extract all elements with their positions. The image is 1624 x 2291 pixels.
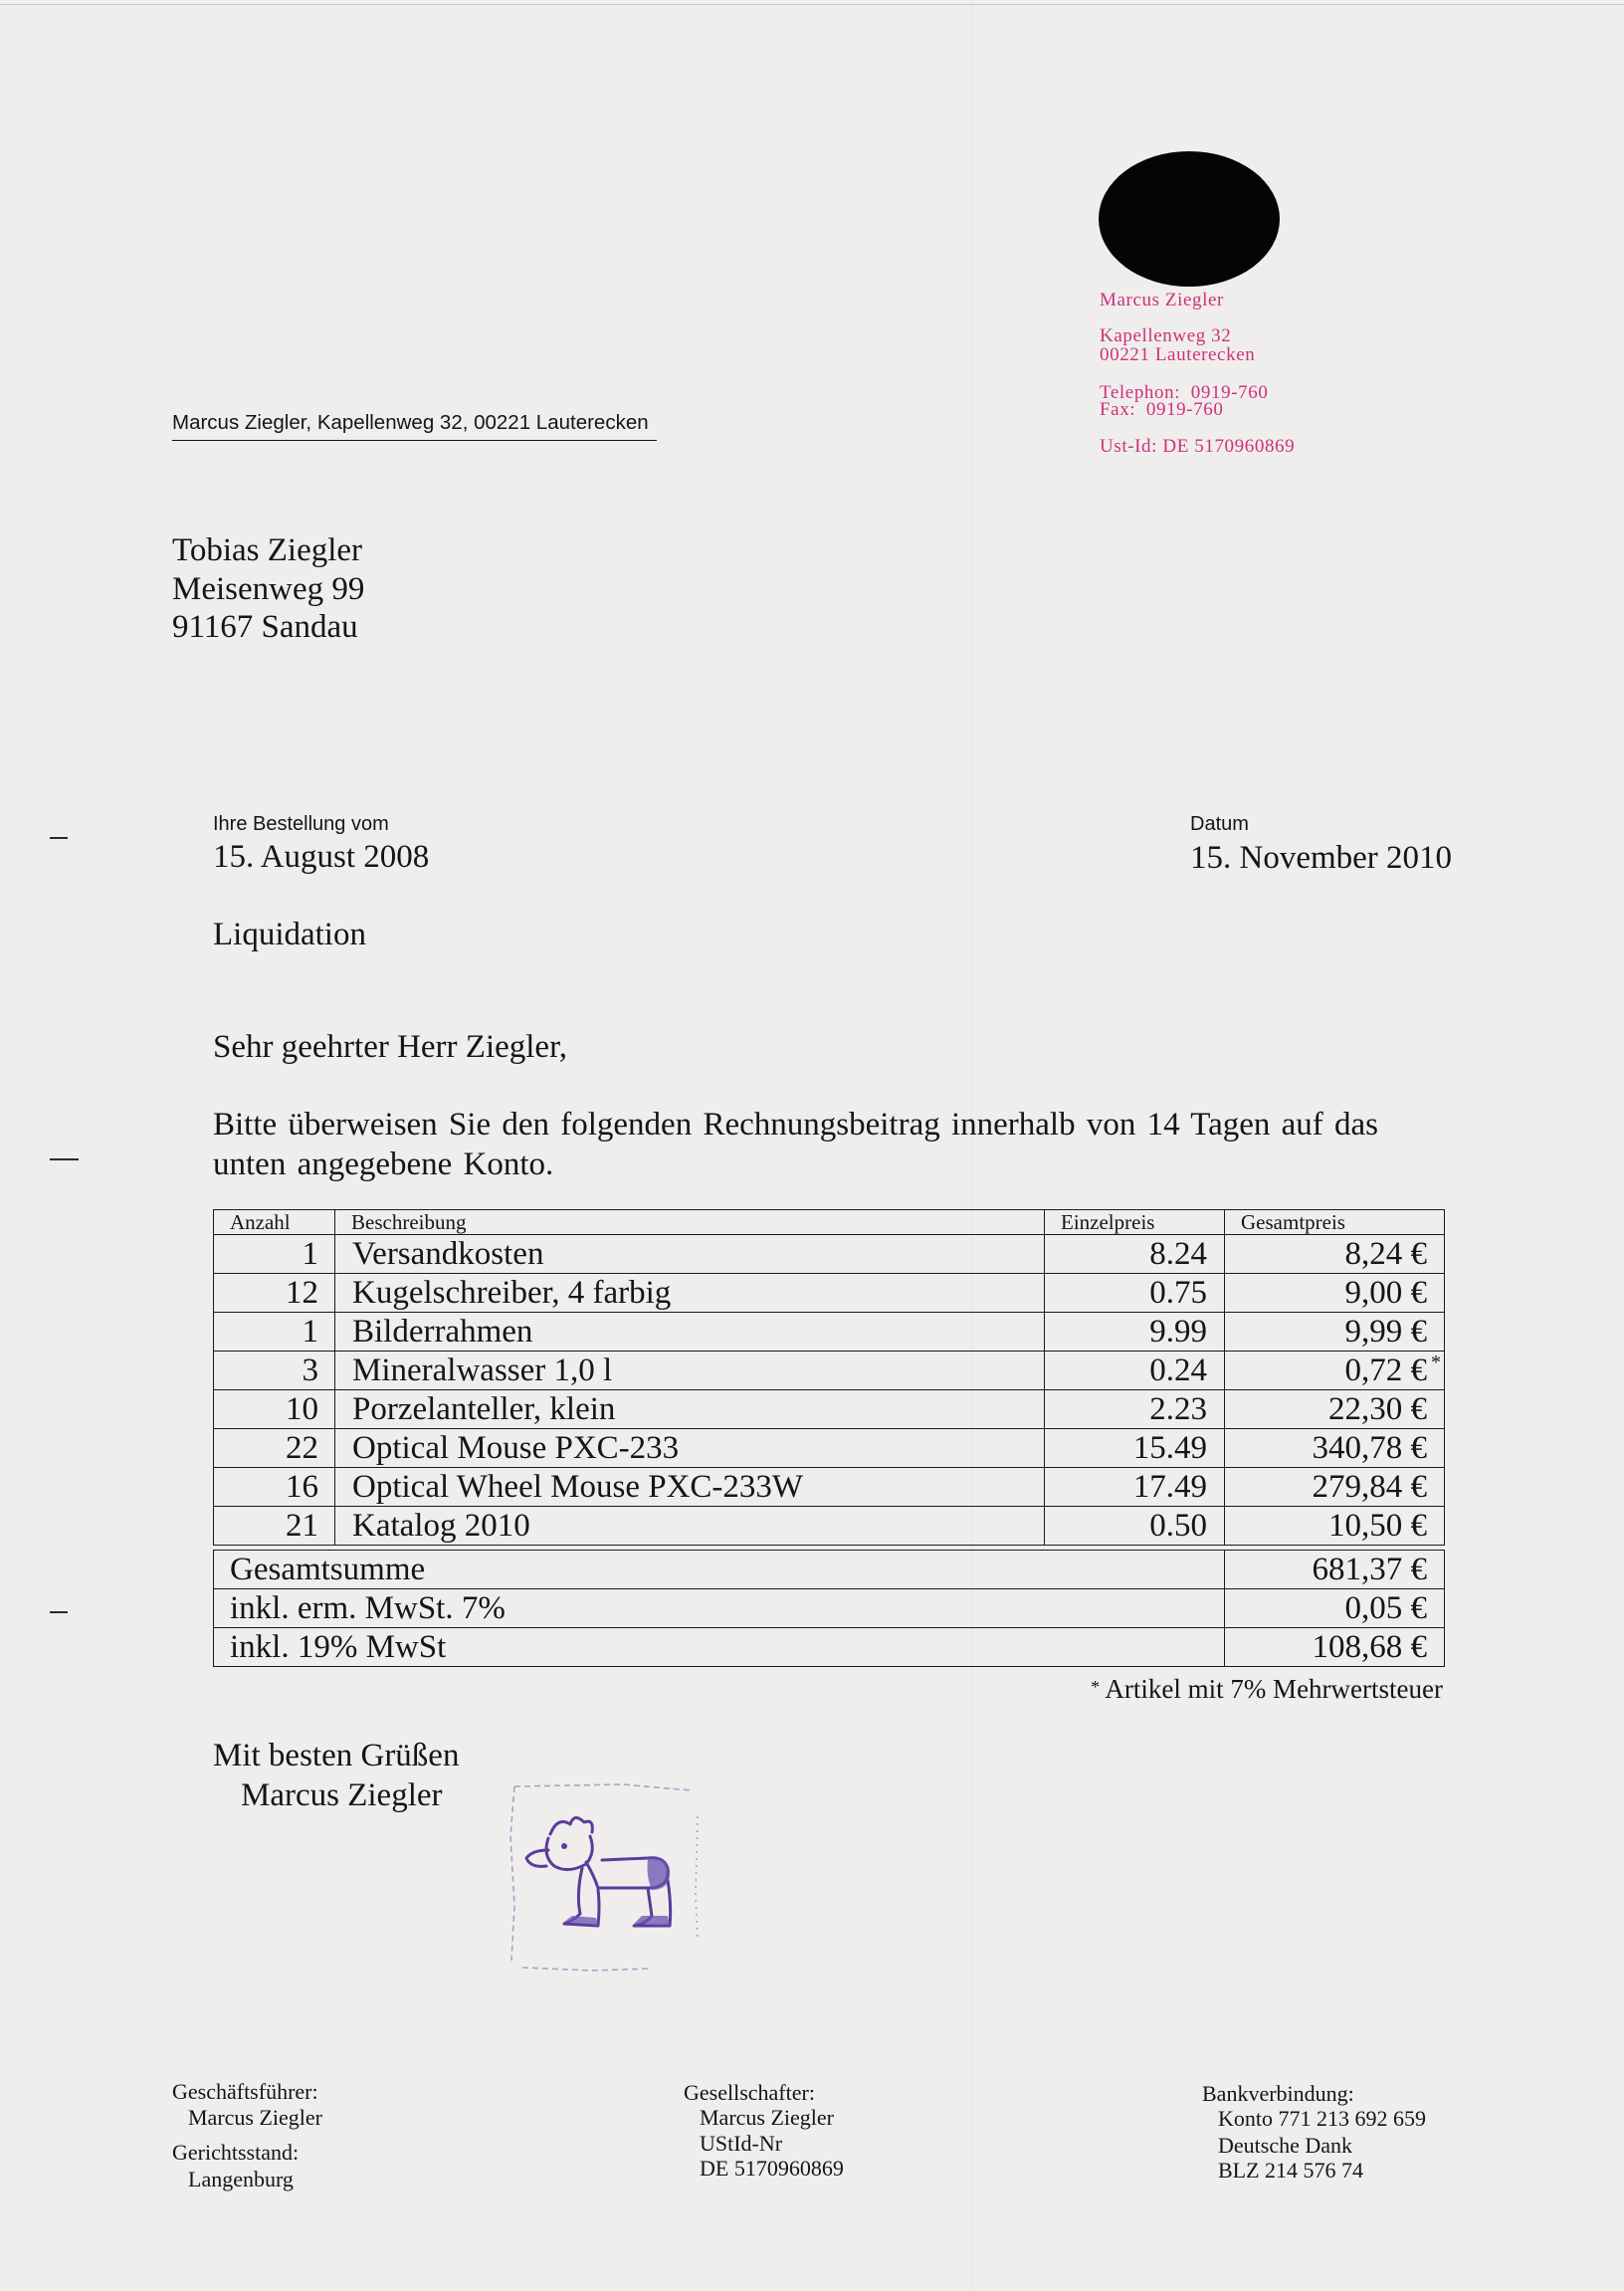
unit-price-cell: 0.24 (1045, 1352, 1225, 1390)
footer-vat-value: DE 5170960869 (700, 2156, 844, 2181)
invoice-items-table (213, 1209, 1445, 1546)
total-cell: 10,50 € (1225, 1507, 1445, 1546)
summary-row-reduced-vat (214, 1589, 1445, 1628)
fold-mark-top (50, 837, 68, 839)
table-row (214, 1352, 1445, 1390)
table-header-row (214, 1210, 1445, 1235)
recipient-address (172, 531, 364, 647)
footer-bank-code: BLZ 214 576 74 (1218, 2158, 1364, 2183)
total-cell: 22,30 € (1225, 1390, 1445, 1429)
column-header-total: Gesamtpreis (1225, 1210, 1445, 1235)
summary-row-total (214, 1551, 1445, 1589)
reduced-vat-mark: * (1431, 1352, 1441, 1373)
footer-partner-label: Gesellschafter: (684, 2080, 815, 2105)
table-row (214, 1429, 1445, 1468)
recipient-city: 91167 Sandau (172, 609, 358, 645)
summary-value: 0,05 € (1225, 1589, 1445, 1628)
summary-value: 681,37 € (1225, 1551, 1445, 1589)
return-address: Marcus Ziegler, Kapellenweg 32, 00221 Lauterecken (172, 410, 657, 441)
vat-footnote (1091, 1673, 1443, 1705)
unit-price-cell: 0.50 (1045, 1507, 1225, 1546)
total-cell: 9,99 € (1225, 1313, 1445, 1352)
letterhead-fax: Fax: 0919-760 (1100, 399, 1224, 420)
total-cell: 9,00 € (1225, 1274, 1445, 1313)
paper-crease (971, 0, 972, 2291)
letter-date: 15. November 2010 (1190, 840, 1453, 876)
invoice-summary-table (213, 1550, 1445, 1667)
salutation: Sehr geehrter Herr Ziegler, (213, 1029, 567, 1065)
letterhead-ust-id: Ust-Id: DE 5170960869 (1100, 436, 1296, 457)
footer-bank-name: Deutsche Dank (1218, 2133, 1353, 2158)
quantity-cell: 3 (214, 1352, 335, 1390)
footer-vat-label: UStId-Nr (700, 2131, 783, 2156)
stamp-image (503, 1776, 707, 1976)
footer-court-label: Gerichtsstand: (172, 2140, 300, 2165)
summary-label: inkl. 19% MwSt (214, 1628, 1225, 1667)
total-value: 0,72 € (1344, 1353, 1427, 1388)
scan-edge-line (0, 4, 1624, 5)
table-row (214, 1313, 1445, 1352)
table-row (214, 1507, 1445, 1546)
signature-name: Marcus Ziegler (241, 1777, 443, 1813)
description-cell: Bilderrahmen (335, 1313, 1045, 1352)
summary-value: 108,68 € (1225, 1628, 1445, 1667)
table-row (214, 1468, 1445, 1507)
recipient-name: Tobias Ziegler (172, 532, 363, 568)
redaction-oval (1099, 151, 1280, 287)
description-cell: Versandkosten (335, 1235, 1045, 1274)
unit-price-cell: 17.49 (1045, 1468, 1225, 1507)
quantity-cell: 1 (214, 1235, 335, 1274)
description-cell: Optical Mouse PXC-233 (335, 1429, 1045, 1468)
total-cell (1225, 1352, 1445, 1390)
footer-bank-account: Konto 771 213 692 659 (1218, 2106, 1426, 2131)
fold-mark-bottom (50, 1611, 68, 1613)
unit-price-cell: 15.49 (1045, 1429, 1225, 1468)
quantity-cell: 16 (214, 1468, 335, 1507)
order-date: 15. August 2008 (213, 839, 430, 875)
footer-bank-label: Bankverbindung: (1202, 2081, 1354, 2106)
quantity-cell: 12 (214, 1274, 335, 1313)
unit-price-cell: 0.75 (1045, 1274, 1225, 1313)
description-cell: Optical Wheel Mouse PXC-233W (335, 1468, 1045, 1507)
unit-price-cell: 8.24 (1045, 1235, 1225, 1274)
footer-court-value: Langenburg (188, 2167, 294, 2191)
unit-price-cell: 2.23 (1045, 1390, 1225, 1429)
closing-greeting: Mit besten Grüßen (213, 1738, 460, 1773)
summary-label: inkl. erm. MwSt. 7% (214, 1589, 1225, 1628)
table-row (214, 1390, 1445, 1429)
unit-price-cell: 9.99 (1045, 1313, 1225, 1352)
description-cell: Kugelschreiber, 4 farbig (335, 1274, 1045, 1313)
subject: Liquidation (213, 917, 366, 952)
order-date-label: Ihre Bestellung vom (213, 813, 389, 835)
quantity-cell: 21 (214, 1507, 335, 1546)
table-row (214, 1274, 1445, 1313)
footer-management-label: Geschäftsführer: (172, 2079, 318, 2104)
footnote-mark: * (1091, 1677, 1101, 1697)
description-cell: Porzelanteller, klein (335, 1390, 1045, 1429)
description-cell: Katalog 2010 (335, 1507, 1045, 1546)
letterhead-telephone: Telephon: 0919-760 (1100, 382, 1269, 403)
footer-partner-value: Marcus Ziegler (700, 2105, 834, 2130)
footer-management-value: Marcus Ziegler (188, 2105, 322, 2130)
quantity-cell: 1 (214, 1313, 335, 1352)
quantity-cell: 22 (214, 1429, 335, 1468)
column-header-quantity: Anzahl (214, 1210, 335, 1235)
body-line-1: Bitte überweisen Sie den folgenden Rechnungsbeitrag innerhalb von 14 Tagen auf das (213, 1107, 1379, 1143)
letterhead-name: Marcus Ziegler (1100, 290, 1224, 311)
table-row (214, 1235, 1445, 1274)
total-cell: 8,24 € (1225, 1235, 1445, 1274)
summary-label: Gesamtsumme (214, 1551, 1225, 1589)
letterhead-city: 00221 Lauterecken (1100, 344, 1256, 365)
letterhead-street: Kapellenweg 32 (1100, 325, 1232, 346)
summary-row-vat (214, 1628, 1445, 1667)
footnote-text: Artikel mit 7% Mehrwertsteuer (1100, 1674, 1443, 1704)
fold-mark-middle (50, 1158, 79, 1160)
body-line-2: unten angegebene Konto. (213, 1146, 554, 1182)
recipient-street: Meisenweg 99 (172, 570, 365, 607)
total-cell: 279,84 € (1225, 1468, 1445, 1507)
letter-date-label: Datum (1190, 813, 1249, 835)
total-cell: 340,78 € (1225, 1429, 1445, 1468)
description-cell: Mineralwasser 1,0 l (335, 1352, 1045, 1390)
column-header-description: Beschreibung (335, 1210, 1045, 1235)
quantity-cell: 10 (214, 1390, 335, 1429)
column-header-unit-price: Einzelpreis (1045, 1210, 1225, 1235)
